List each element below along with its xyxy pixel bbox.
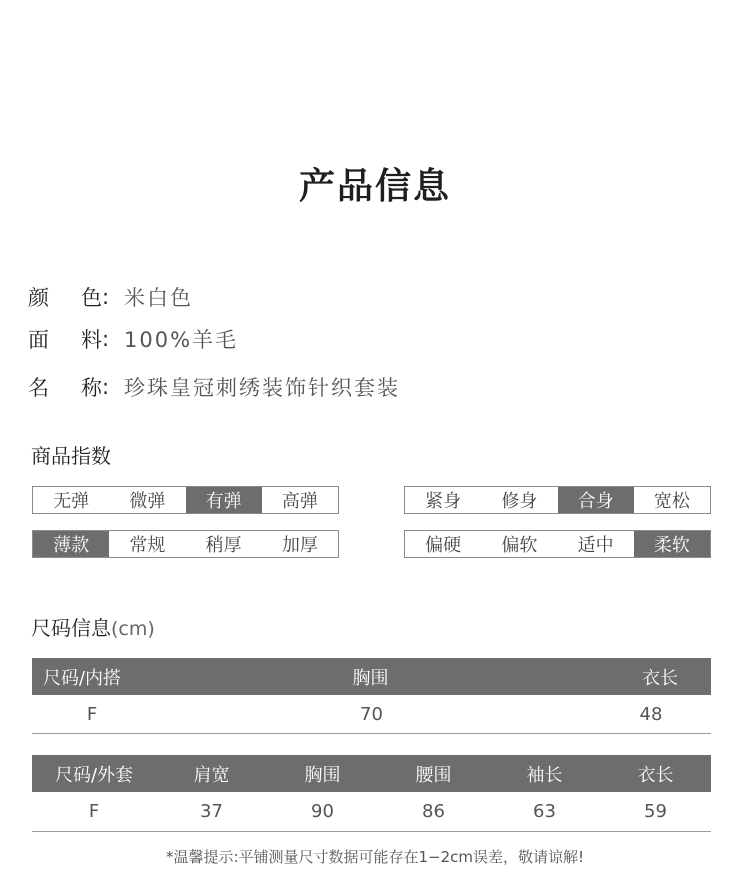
thickness-scale	[32, 530, 339, 558]
measurement-note: *温馨提示:平铺测量尺寸数据可能存在1−2cm误差，敬请谅解!	[165, 848, 585, 866]
softness-option: 偏软	[501, 535, 538, 556]
elasticity-option: 有弹	[186, 487, 262, 513]
outer-header-sleeve: 袖长	[526, 764, 563, 786]
table-row	[32, 695, 711, 734]
size-section-title	[31, 612, 155, 641]
inner-cell-chest: 70	[360, 703, 383, 725]
fit-option: 宽松	[653, 491, 690, 512]
detail-color-label: 颜 色	[28, 286, 102, 310]
size-section-label: 尺码信息	[31, 616, 111, 640]
detail-name-value: 珍珠皇冠刺绣装饰针织套装	[124, 376, 400, 400]
fit-option: 紧身	[425, 491, 462, 512]
elasticity-option: 无弹	[53, 491, 90, 512]
inner-cell-length: 48	[639, 703, 663, 725]
thickness-option: 稍厚	[205, 535, 242, 556]
outer-header-chest: 胸围	[304, 764, 341, 786]
detail-color-row: 颜 色 : 米白色	[28, 282, 193, 312]
fit-scale	[404, 486, 711, 514]
table-row	[32, 792, 711, 832]
inner-size-table	[32, 658, 711, 734]
outer-cell-shoulder: 37	[200, 801, 223, 822]
inner-cell-size: F	[86, 703, 98, 725]
outer-cell-sleeve: 63	[533, 801, 556, 822]
outer-cell-size: F	[88, 801, 100, 822]
outer-header-shoulder: 肩宽	[193, 764, 230, 786]
elasticity-option: 微弹	[129, 491, 166, 512]
inner-header-size: 尺码/内搭	[42, 667, 122, 689]
detail-name-row: 名 称 : 珍珠皇冠刺绣装饰针织套装	[28, 372, 400, 402]
detail-material-row: 面 料 : 100%羊毛	[28, 324, 238, 354]
thickness-option: 加厚	[281, 535, 318, 556]
outer-cell-length: 59	[644, 801, 667, 822]
outer-header-waist: 腰围	[415, 764, 452, 786]
thickness-option: 常规	[129, 535, 166, 556]
outer-cell-chest: 90	[311, 801, 334, 822]
detail-color-value: 米白色	[124, 286, 193, 310]
fit-option: 修身	[501, 491, 538, 512]
detail-material-label: 面 料	[28, 328, 102, 352]
thickness-option: 薄款	[33, 531, 109, 557]
detail-name-label: 名 称	[28, 376, 102, 400]
fit-option: 合身	[558, 487, 634, 513]
page-title: 产品信息	[298, 166, 451, 207]
softness-option: 偏硬	[425, 535, 462, 556]
inner-header-chest: 胸围	[352, 667, 389, 689]
outer-cell-waist: 86	[422, 801, 445, 822]
size-section-unit: (cm)	[111, 618, 155, 640]
softness-option: 柔软	[634, 531, 710, 557]
outer-size-table	[32, 755, 711, 832]
elasticity-option: 高弹	[281, 491, 318, 512]
outer-header-size: 尺码/外套	[54, 764, 134, 786]
inner-table-header	[32, 658, 711, 695]
softness-option: 适中	[577, 535, 614, 556]
softness-scale	[404, 530, 711, 558]
outer-header-length: 衣长	[637, 764, 674, 786]
elasticity-scale	[32, 486, 339, 514]
outer-table-header	[32, 755, 711, 792]
detail-material-value: 100%羊毛	[124, 328, 239, 352]
index-section-title: 商品指数	[31, 444, 111, 468]
inner-header-length: 衣长	[642, 667, 678, 689]
